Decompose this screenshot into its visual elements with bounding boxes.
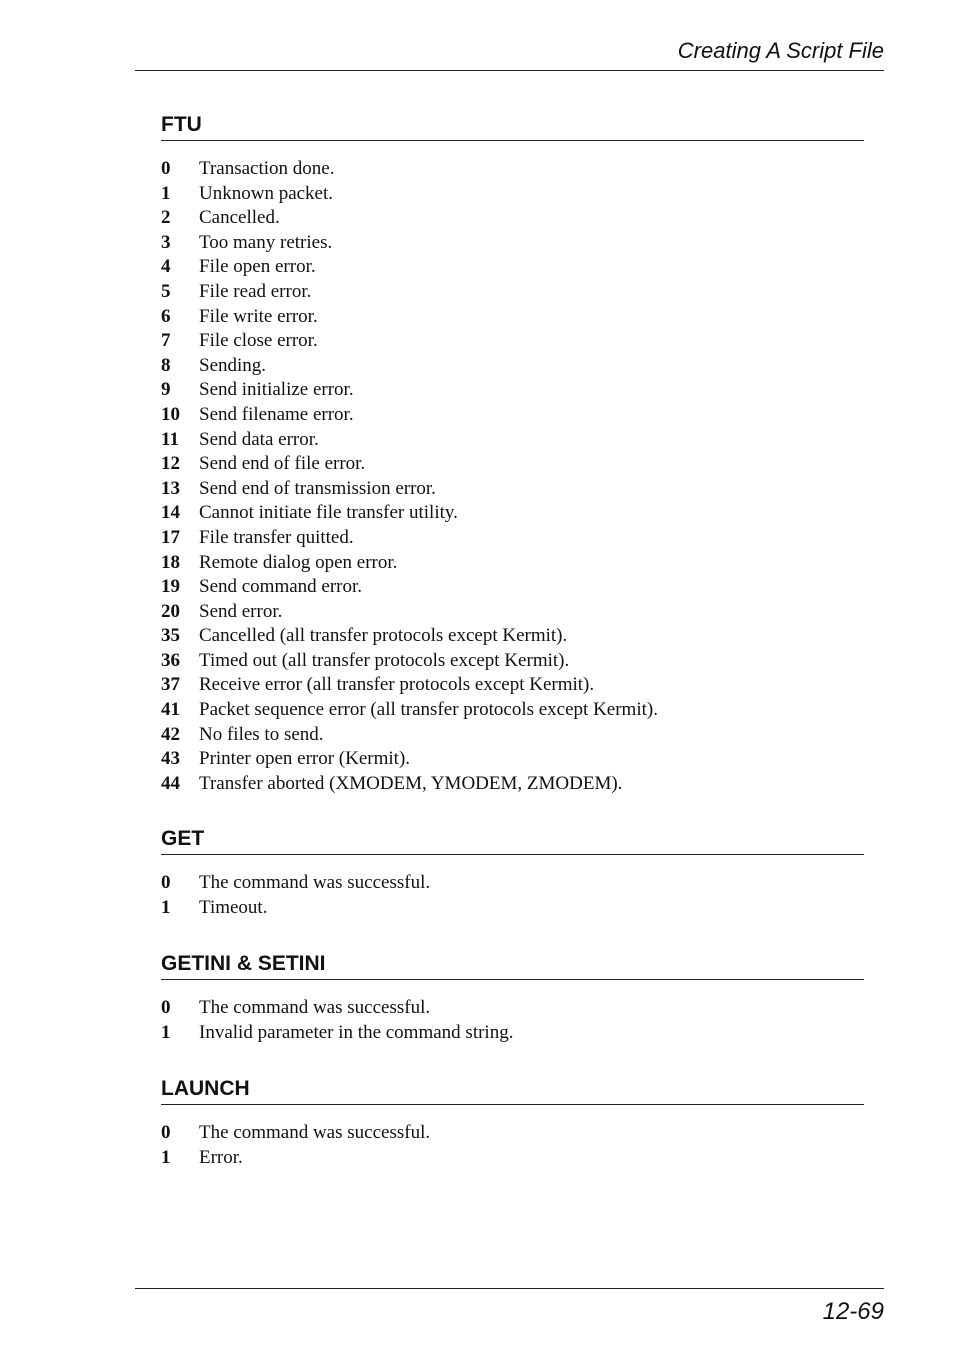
- return-code-row: [161, 551, 864, 576]
- return-code-row: [161, 747, 864, 772]
- return-code-number: 1: [161, 896, 171, 918]
- return-code-row: [161, 206, 864, 231]
- footer-rule: [135, 1288, 884, 1289]
- return-code-number: 35: [161, 625, 180, 647]
- return-code-row: [161, 329, 864, 354]
- return-code-description: File close error.: [199, 330, 318, 352]
- return-code-number: 0: [161, 872, 171, 893]
- return-code-number: 9: [161, 379, 171, 401]
- return-code-description: Printer open error (Kermit).: [199, 748, 411, 770]
- return-code-description: The command was successful.: [199, 1122, 431, 1143]
- return-code-row: [161, 673, 864, 698]
- return-code-number: 44: [161, 772, 180, 794]
- return-code-number: 37: [161, 674, 180, 696]
- return-code-number: 18: [161, 551, 180, 573]
- return-code-description: Send data error.: [199, 428, 319, 450]
- return-code-row: [161, 1121, 864, 1146]
- return-code-row: [161, 428, 864, 453]
- return-code-row: [161, 526, 864, 551]
- section-title: FTU: [161, 112, 864, 141]
- return-code-description: Receive error (all transfer protocols except Kermit).: [199, 674, 595, 696]
- return-code-row: [161, 996, 864, 1021]
- return-code-number: 1: [161, 182, 171, 204]
- return-code-list: [161, 157, 864, 796]
- return-code-description: Sending.: [199, 354, 267, 376]
- return-code-number: 1: [161, 1146, 171, 1168]
- return-code-list: [161, 1121, 864, 1170]
- return-code-list: [161, 871, 864, 920]
- return-code-row: [161, 772, 864, 797]
- return-code-description: Timeout.: [199, 896, 268, 918]
- return-code-row: [161, 378, 864, 403]
- section-get: [161, 826, 864, 920]
- return-code-number: 43: [161, 748, 180, 770]
- return-code-description: Unknown packet.: [199, 182, 334, 204]
- return-code-row: [161, 575, 864, 600]
- return-code-description: File transfer quitted.: [199, 526, 354, 548]
- return-code-number: 11: [161, 428, 179, 450]
- return-code-description: File write error.: [199, 305, 318, 327]
- header-rule: [135, 70, 884, 71]
- return-code-number: 7: [161, 330, 171, 352]
- return-code-number: 1: [161, 1021, 171, 1043]
- return-code-row: [161, 698, 864, 723]
- section-launch: [161, 1076, 864, 1170]
- return-code-number: 36: [161, 649, 180, 671]
- section-title: GETINI & SETINI: [161, 951, 864, 980]
- return-code-description: File open error.: [199, 256, 316, 278]
- return-code-row: [161, 649, 864, 674]
- section-ftu: [161, 112, 864, 796]
- return-code-row: [161, 896, 864, 921]
- return-code-row: [161, 871, 864, 896]
- return-code-description: Send error.: [199, 600, 283, 622]
- return-code-number: 6: [161, 305, 171, 327]
- section-getini-setini: [161, 951, 864, 1045]
- return-code-description: Send initialize error.: [199, 379, 354, 401]
- return-code-number: 19: [161, 576, 180, 598]
- return-code-number: 0: [161, 1122, 171, 1143]
- page-number: 12-69: [822, 1298, 884, 1325]
- return-code-description: The command was successful.: [199, 997, 431, 1018]
- return-code-row: [161, 231, 864, 256]
- return-code-list: [161, 996, 864, 1045]
- return-code-number: 20: [161, 600, 180, 622]
- return-code-number: 5: [161, 280, 171, 302]
- return-code-number: 17: [161, 526, 180, 548]
- section-title: LAUNCH: [161, 1076, 864, 1105]
- return-code-row: [161, 501, 864, 526]
- return-code-description: Send filename error.: [199, 403, 354, 425]
- return-code-row: [161, 305, 864, 330]
- return-code-row: [161, 1146, 864, 1171]
- return-code-row: [161, 280, 864, 305]
- return-code-number: 8: [161, 354, 171, 376]
- return-code-description: Cancelled (all transfer protocols except Kermit).: [199, 625, 568, 647]
- return-code-description: Transfer aborted (XMODEM, YMODEM, ZMODEM).: [199, 772, 623, 794]
- return-code-row: [161, 182, 864, 207]
- return-code-description: Packet sequence error (all transfer protocols except Kermit).: [199, 699, 658, 721]
- return-code-number: 42: [161, 723, 180, 745]
- return-code-description: File read error.: [199, 280, 312, 302]
- return-code-description: Invalid parameter in the command string.: [199, 1021, 514, 1043]
- return-code-description: Remote dialog open error.: [199, 551, 398, 573]
- return-code-row: [161, 255, 864, 280]
- return-code-number: 14: [161, 502, 180, 524]
- return-code-number: 0: [161, 158, 171, 179]
- return-code-description: No files to send.: [199, 723, 324, 745]
- return-code-row: [161, 600, 864, 625]
- return-code-description: The command was successful.: [199, 872, 431, 893]
- return-code-description: Timed out (all transfer protocols except Kermit).: [199, 649, 570, 671]
- return-code-number: 4: [161, 256, 171, 278]
- return-code-description: Too many retries.: [199, 231, 333, 253]
- return-code-description: Send end of transmission error.: [199, 477, 436, 499]
- running-header-title: Creating A Script File: [677, 38, 884, 63]
- return-code-row: [161, 477, 864, 502]
- return-code-number: 10: [161, 403, 180, 425]
- section-title: GET: [161, 826, 864, 855]
- return-code-description: Error.: [199, 1146, 243, 1168]
- return-code-description: Cancelled.: [199, 207, 280, 229]
- return-code-description: Send command error.: [199, 576, 363, 598]
- return-code-row: [161, 452, 864, 477]
- return-code-description: Cannot initiate file transfer utility.: [199, 502, 458, 524]
- return-code-description: Transaction done.: [199, 158, 335, 179]
- return-code-row: [161, 157, 864, 182]
- return-code-row: [161, 403, 864, 428]
- return-code-description: Send end of file error.: [199, 453, 366, 475]
- return-code-number: 3: [161, 231, 171, 253]
- return-code-row: [161, 354, 864, 379]
- return-code-number: 12: [161, 453, 180, 475]
- return-code-row: [161, 1021, 864, 1046]
- return-code-number: 13: [161, 477, 180, 499]
- return-code-number: 2: [161, 207, 171, 229]
- return-code-number: 0: [161, 997, 171, 1018]
- return-code-number: 41: [161, 699, 180, 721]
- return-code-row: [161, 723, 864, 748]
- return-code-row: [161, 624, 864, 649]
